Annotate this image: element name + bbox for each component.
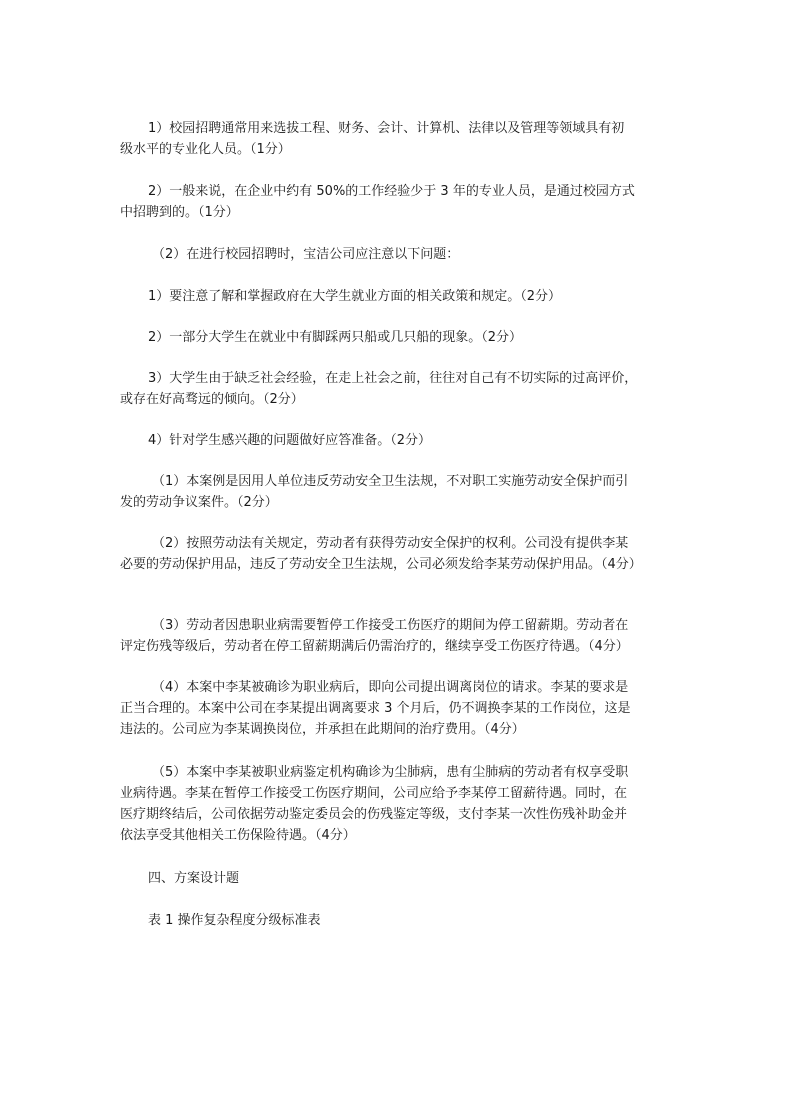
paragraph-line: （1）本案例是因用人单位违反劳动安全卫生法规，不对职工实施劳动安全保护而引 xyxy=(152,474,629,489)
paragraph-2 xyxy=(120,181,680,223)
paragraph-3 xyxy=(120,244,680,265)
table-caption-text: 表 1 操作复杂程度分级标准表 xyxy=(148,913,321,928)
table-caption xyxy=(120,910,680,931)
paragraph-line: 2）一般来说，在企业中约有 50%的工作经验少于 3 年的专业人员，是通过校园方式 xyxy=(148,184,635,199)
section-heading xyxy=(120,868,680,889)
paragraph-line: （4）本案中李某被确诊为职业病后，即向公司提出调离岗位的请求。李某的要求是 xyxy=(152,680,629,695)
paragraph-line: 1）要注意了解和掌握政府在大学生就业方面的相关政策和规定。（2分） xyxy=(148,289,562,304)
paragraph-line: 中招聘到的。（1分） xyxy=(120,205,239,220)
paragraph-line: （2）在进行校园招聘时，宝洁公司应注意以下问题： xyxy=(152,247,460,262)
paragraph-line: 医疗期终结后，公司依据劳动鉴定委员会的伤残鉴定等级，支付李某一次性伤残补助金并 xyxy=(120,807,628,822)
paragraph-9 xyxy=(120,533,680,575)
paragraph-line: 违法的。公司应为李某调换岗位，并承担在此期间的治疗费用。（4分） xyxy=(120,722,525,737)
paragraph-line: 4）针对学生感兴趣的问题做好应答准备。（2分） xyxy=(148,433,432,448)
paragraph-12 xyxy=(120,762,680,846)
paragraph-line: 评定伤残等级后，劳动者在停工留薪期满后仍需治疗的，继续享受工伤医疗待遇。（4分） xyxy=(120,639,629,654)
paragraph-line: （5）本案中李某被职业病鉴定机构确诊为尘肺病，患有尘肺病的劳动者有权享受职 xyxy=(152,765,629,780)
paragraph-8 xyxy=(120,471,680,513)
paragraph-7 xyxy=(120,430,680,451)
paragraph-line: 2）一部分大学生在就业中有脚踩两只船或几只船的现象。（2分） xyxy=(148,330,523,345)
paragraph-line: 业病待遇。李某在暂停工作接受工伤医疗期间，公司应给予李某停工留薪待遇。同时，在 xyxy=(120,786,628,801)
paragraph-line: 级水平的专业化人员。（1分） xyxy=(120,142,291,157)
paragraph-1 xyxy=(120,118,680,160)
paragraph-10 xyxy=(120,615,680,657)
paragraph-line: （2）按照劳动法有关规定，劳动者有获得劳动安全保护的权利。公司没有提供李某 xyxy=(152,536,629,551)
paragraph-line: 或存在好高骛远的倾向。（2分） xyxy=(120,392,304,407)
paragraph-line: 1）校园招聘通常用来选拔工程、财务、会计、计算机、法律以及管理等领域具有初 xyxy=(148,121,625,136)
paragraph-5 xyxy=(120,327,680,348)
paragraph-line: 必要的劳动保护用品，违反了劳动安全卫生法规，公司必须发给李某劳动保护用品。（4分） xyxy=(120,557,642,572)
paragraph-line: 依法享受其他相关工伤保险待遇。（4分） xyxy=(120,828,356,843)
paragraph-line: （3）劳动者因患职业病需要暂停工作接受工伤医疗的期间为停工留薪期。劳动者在 xyxy=(152,618,629,633)
paragraph-11 xyxy=(120,677,680,740)
section-heading-text: 四、方案设计题 xyxy=(148,871,240,886)
paragraph-line: 发的劳动争议案件。（2分） xyxy=(120,495,278,510)
paragraph-line: 3）大学生由于缺乏社会经验，在走上社会之前，往往对自己有不切实际的过高评价， xyxy=(148,371,638,386)
paragraph-4 xyxy=(120,286,680,307)
paragraph-line: 正当合理的。本案中公司在李某提出调离要求 3 个月后，仍不调换李某的工作岗位，这是 xyxy=(120,701,631,716)
paragraph-6 xyxy=(120,368,680,410)
